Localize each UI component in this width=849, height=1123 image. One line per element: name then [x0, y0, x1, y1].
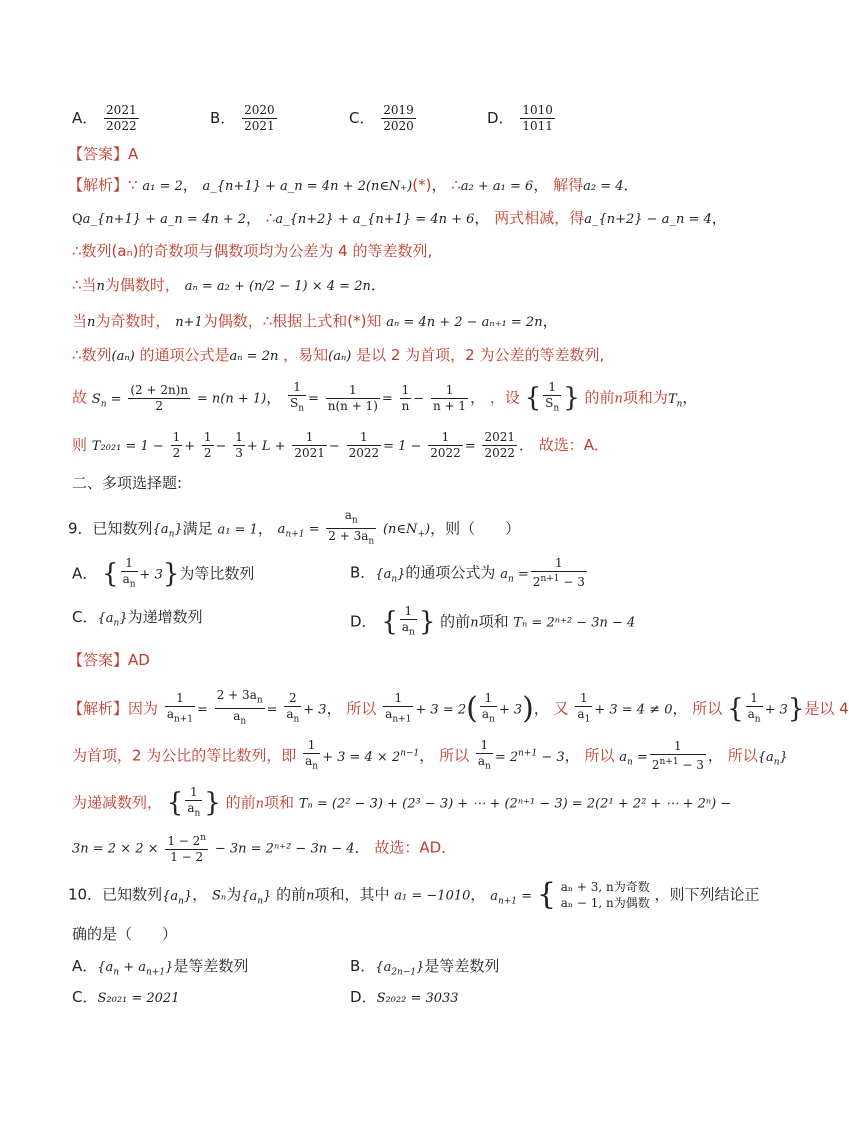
q9-answer: 【答案】AD: [68, 651, 150, 669]
q10-option-d: D．S₂₀₂₂ = 3033: [350, 988, 459, 1006]
q8-analysis-line6: ∴数列(aₙ) 的通项公式是aₙ = 2n ，易知(aₙ) 是以 2 为首项，2 为公差的等差数列,: [72, 346, 605, 364]
q8-analysis-line1: 【解析】∵ a₁ = 2， a_{n+1} + a_n = 4n + 2(n∈N₊)(*)， ∴a₂ + a₁ = 6， 解得a₂ = 4．: [68, 176, 639, 194]
q10-stem-line2: 确的是（ ）: [72, 925, 178, 943]
q10-option-a: A．$\{a_n + a_{n+1}\}$是等差数列: [72, 957, 249, 978]
q9-option-c: C．$\{a_n\}$为递增数列: [72, 608, 203, 629]
q8-option-c: C． $\frac{2019}{2020}$: [349, 103, 414, 133]
q9-stem: 9．已知数列$\{a_n\}$满足 a₁ = 1， $a_{n+1}$ = $\frac{a_n}{2 + 3a_n}$ $(n\in N_+)$，则（ ）: [68, 508, 520, 550]
q8-option-d: D． $\frac{1010}{1011}$: [487, 103, 553, 133]
q9-analysis-line4: 3n = 2 × 2 × $\frac{1 - 2^n}{1 - 2}$ − 3n = 2ⁿ⁺² − 3n − 4． 故选：AD．: [72, 833, 457, 864]
q8-analysis-line4: ∴当n为偶数时， aₙ = a₂ + (n/2 − 1) × 4 = 2n．: [72, 276, 386, 294]
q10-option-c: C．S₂₀₂₁ = 2021: [72, 988, 180, 1006]
q10-option-b: B．$\{a_{2n-1}\}$是等差数列: [350, 957, 500, 978]
q8-analysis-line3: ∴数列(aₙ)的奇数项与偶数项均为公差为 4 的等差数列,: [72, 242, 433, 260]
q8-answer: 【答案】A: [68, 145, 139, 163]
q8-option-b: B． $\frac{2020}{2021}$: [210, 103, 275, 133]
q8-option-a: A． $\frac{2021}{2022}$: [72, 103, 137, 133]
q8-analysis-line5: 当n为奇数时， n+1为偶数，∴根据上式和(*)知 aₙ = 4n + 2 − aₙ₊₁ = 2n，: [72, 312, 558, 330]
q9-analysis-line2: 为首项，2 为公比的等比数列，即 $\frac{1}{a_n}$ + $3 = 4 \times 2^{n-1}$， 所以 $\frac{1}{a_n}$ = $2^{n+1} - 3$， 所以 $a_n$ = $\frac{1}{2^{n+1} - 3}$ ， 所以$\{a_n\}$: [72, 738, 788, 774]
q9-option-a: A． { $\frac{1}{a_n}$ + 3}为等比数列: [72, 556, 254, 592]
q9-option-b: B．$\{a_n\}$的通项公式为 $a_n$ = $\frac{1}{2^{n+1} - 3}$: [350, 556, 585, 589]
q8-analysis-line2: Qa_{n+1} + a_n = 4n + 2， ∴a_{n+2} + a_{n+1} = 4n + 6， 两式相减，得a_{n+2} − a_n = 4，: [72, 209, 727, 227]
q9-analysis-line1: 【解析】因为 $\frac{1}{a_{n+1}}$ = $\frac{2 + 3a_n}{a_n}$ = $\frac{2}{a_n}$ + 3， 所以 $\frac{1}{a_{n+1}}$ + 3 = 2( $\frac{1}{a_n}$ + 3)， 又 $\frac{1}{a_1}$ + 3 = 4 ≠ 0， 所以 { $\frac{1}{a_n}$ + 3}是以 4: [68, 688, 849, 730]
q8-analysis-line7: 故 $S_n$ = $\frac{(2 + 2n)n}{2}$ = n(n + 1)， $\frac{1}{S_n}$ = $\frac{1}{n(n + 1)}$ = $\frac{1}{n}$ − $\frac{1}{n + 1}$ ， ，设 { $\frac{1}{S_n}$ } 的前n项和为$T_n$，: [72, 380, 697, 416]
q10-stem: 10．已知数列$\{a_n\}$， Sₙ为$\{a_n\}$ 的前n项和，其中 a₁ = −1010， $a_{n+1}$ = { aₙ + 3, n为奇数 aₙ − 1, n为偶数 ，则下列结论正: [68, 877, 760, 912]
section-2-heading: 二、多项选择题:: [72, 474, 183, 492]
q8-analysis-line8: 则 T₂₀₂₁ = 1 − $\frac{1}{2}$ + $\frac{1}{2}$ − $\frac{1}{3}$ + L + $\frac{1}{2021}$ − $\frac{1}{2022}$ = 1 − $\frac{1}{2022}$ = $\frac{2021}{2022}$ ． 故选：A．: [72, 430, 610, 460]
q9-option-d: D． { $\frac{1}{a_n}$ } 的前n项和 Tₙ = 2ⁿ⁺² − 3n − 4: [350, 604, 635, 640]
q9-analysis-line3: 为递减数列， { $\frac{1}{a_n}$ } 的前n项和 Tₙ = (2² − 3) + (2³ − 3) + ⋯ + (2ⁿ⁺¹ − 3) = 2(2¹ + 2² + ⋯ + 2ⁿ) −: [72, 785, 731, 821]
